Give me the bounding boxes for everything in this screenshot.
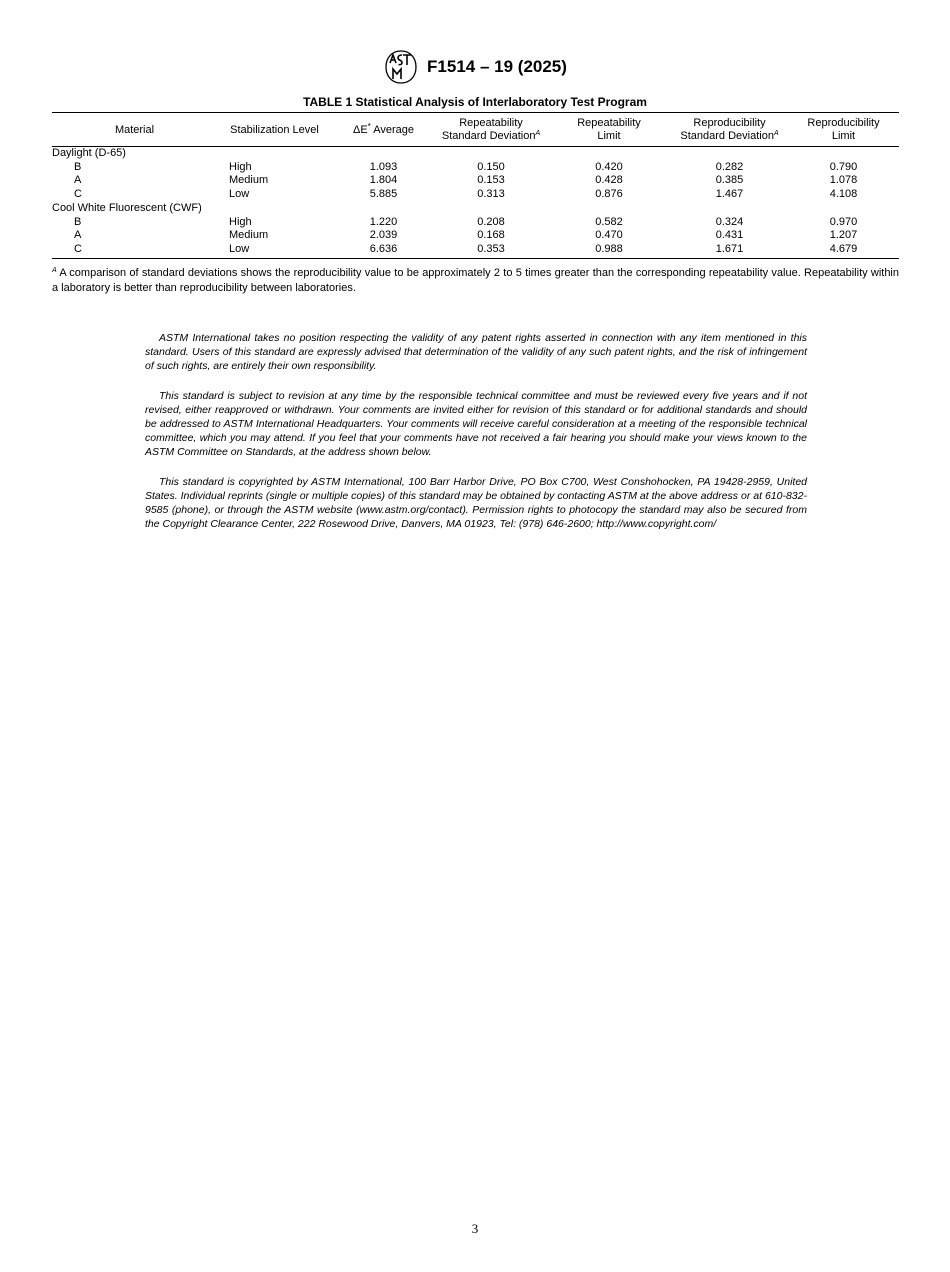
cell-repeatability-sd: 0.168 [477,229,505,242]
cell-repeatability-limit: 0.582 [595,215,623,228]
cell-repeatability-sd: 0.313 [477,188,505,201]
cell-repeatability-limit: 0.470 [595,229,623,242]
cell-delta-e: 5.885 [369,188,398,201]
astm-notices [145,332,807,549]
cell-material: C [52,243,217,258]
cell-reproducibility-limit: 4.679 [788,243,899,258]
cell-delta-e: 6.636 [332,243,435,258]
footnote-text: A comparison of standard deviations shows the reproducibility value to be approximately 2 to 5 times greater than the corresponding repeatability value. Repeatability within a laboratory is better than reproducibility between laboratories. [52,267,899,294]
col-header-repeatability-limit: Repeatability Limit [547,113,671,147]
cell-material: C [74,188,82,201]
cell-reproducibility-limit: 1.207 [829,229,858,242]
page-number: 3 [471,1221,479,1236]
revision-notice: This standard is subject to revision at any time by the responsible technical committee and must be reviewed every five years and if not revised, either reapproved or withdrawn. Your comments are invited either for revision of this standard or for additional standards and should be addressed to ASTM International Headquarters. Your comments will receive careful consideration at a meeting of the responsible technical committee, which you may attend. If you feel that your comments have not received a fair hearing you should make your views known to the ASTM Committee on Standards, at the address shown below. [145,390,807,458]
cell-reproducibility-sd: 0.385 [715,174,744,187]
cell-delta-e: 2.039 [369,229,398,242]
cell-delta-e: 1.220 [369,215,398,228]
cell-material: B [74,160,82,173]
table-title: TABLE 1 Statistical Analysis of Interlaboratory Test Program [303,95,647,109]
page-header [0,50,950,84]
table-row [52,161,899,175]
col-header-reproducibility-limit: Reproducibility Limit [788,113,899,147]
group-row-cwf [52,202,899,216]
cell-repeatability-limit: 0.420 [595,160,623,173]
table-footnote [52,266,899,295]
cell-reproducibility-limit: 4.108 [829,188,858,201]
cell-stabilization: High [229,160,252,173]
cell-repeatability-limit: 0.876 [595,188,623,201]
cell-stabilization: Low [229,188,250,201]
document-designation: F1514 – 19 (2025) [427,57,567,76]
cell-material: A [74,229,82,242]
table-header-row [52,113,899,147]
col-header-material: Material [52,113,217,147]
cell-stabilization: High [229,215,252,228]
cell-stabilization: Medium [229,174,269,187]
table-row [52,229,899,243]
cell-reproducibility-sd: 0.324 [715,215,744,228]
cell-material: B [74,215,82,228]
cell-reproducibility-limit: 0.790 [829,160,858,173]
cell-repeatability-sd: 0.353 [435,243,547,258]
table-row [52,216,899,230]
cell-repeatability-limit: 0.988 [547,243,671,258]
cell-stabilization: Medium [229,229,269,242]
copyright-notice: This standard is copyrighted by ASTM International, 100 Barr Harbor Drive, PO Box C700, West Conshohocken, PA 19428-2959, United States. Individual reprints (single or multiple copies) of this standard may be obtained by contacting ASTM at the above address or at 610-832-9585 (phone), or through the ASTM website (www.astm.org/contact). Permission rights to photocopy the standard may also be secured from the Copyright Clearance Center, 222 Rosewood Drive, Danvers, MA 01923, Tel: (978) 646-2600; http://www.copyright.com/ [145,476,807,530]
cell-delta-e: 1.093 [369,160,398,173]
astm-logo-icon [383,50,419,84]
cell-reproducibility-limit: 0.970 [829,215,858,228]
footnote-marker: A [52,267,57,274]
cell-material: A [74,174,82,187]
cell-reproducibility-sd: 1.671 [671,243,788,258]
cell-reproducibility-limit: 1.078 [829,174,858,187]
cell-repeatability-sd: 0.150 [477,160,505,173]
cell-reproducibility-sd: 0.282 [715,160,744,173]
group-label: Daylight (D-65) [52,147,126,159]
cell-repeatability-sd: 0.208 [477,215,505,228]
cell-repeatability-limit: 0.428 [595,174,623,187]
group-row-daylight [52,147,899,161]
cell-reproducibility-sd: 0.431 [715,229,744,242]
col-header-delta-e-average: ΔE* Average [332,113,435,147]
col-header-repeatability-sd: Repeatability Standard Deviation$^A$ [435,113,547,147]
col-header-stabilization-level: Stabilization Level [217,113,332,147]
cell-reproducibility-sd: 1.467 [715,188,744,201]
table-row [52,174,899,188]
table-row [52,188,899,202]
col-header-reproducibility-sd: Reproducibility Standard Deviation$^A$ [671,113,788,147]
patent-notice: ASTM International takes no position respecting the validity of any patent rights asserted in connection with any item mentioned in this standard. Users of this standard are expressly advised that determination of the validity of any such patent rights, and the risk of infringement of such rights, are entirely their own responsibility. [145,332,807,372]
table-row [52,243,899,258]
cell-stabilization: Low [217,243,332,258]
cell-delta-e: 1.804 [369,174,398,187]
group-label: Cool White Fluorescent (CWF) [52,201,202,214]
interlaboratory-results-table [52,112,899,259]
cell-repeatability-sd: 0.153 [477,174,505,187]
